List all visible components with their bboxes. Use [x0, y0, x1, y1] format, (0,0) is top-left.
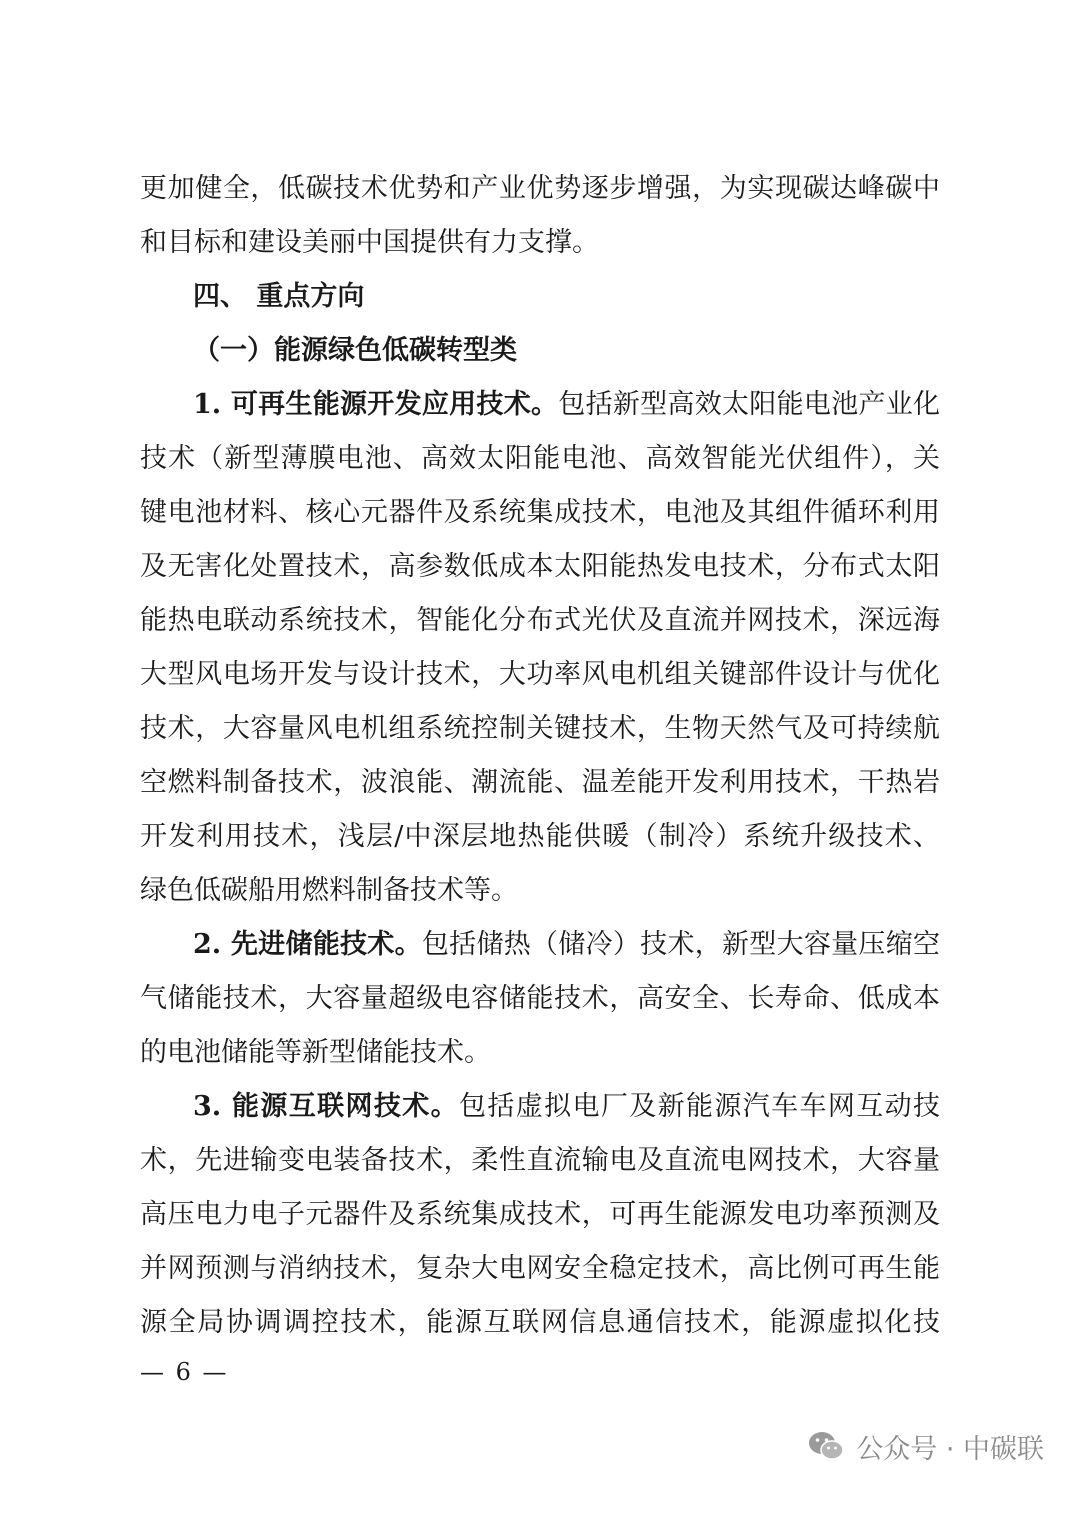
intro-line-1: 更加健全，低碳技术优势和产业优势逐步增强，为实现碳达峰碳中	[140, 173, 940, 204]
item2-line: 的电池储能等新型储能技术。	[140, 1037, 491, 1068]
item1-line: 开发利用技术，浅层/中深层地热能供暖（制冷）系统升级技术、	[140, 821, 940, 852]
intro-line-2: 和目标和建设美丽中国提供有力支撑。	[140, 227, 599, 258]
item3-line: 高压电力电子元器件及系统集成技术，可再生能源发电功率预测及	[140, 1199, 940, 1230]
item1-line: 空燃料制备技术，波浪能、潮流能、温差能开发利用技术，干热岩	[140, 767, 940, 798]
item1-line: 大型风电场开发与设计技术，大功率风电机组关键部件设计与优化	[140, 659, 940, 690]
item2-first-line	[193, 918, 940, 972]
item3-line: 术，先进输变电装备技术，柔性直流输电及直流电网技术，大容量	[140, 1145, 940, 1176]
section-heading: 四、 重点方向	[193, 281, 365, 312]
subsection-heading: （一）能源绿色低碳转型类	[193, 335, 517, 366]
item2-first-line-text: 包括储热（储冷）技术，新型大容量压缩空	[421, 929, 940, 960]
item1-line: 技术，大容量风电机组系统控制关键技术，生物天然气及可持续航	[140, 713, 940, 744]
item1-first-line-text: 包括新型高效太阳能电池产业化	[558, 389, 940, 420]
item1-title: 1. 可再生能源开发应用技术。	[193, 389, 559, 420]
wechat-icon	[806, 1426, 846, 1466]
item3-first-line	[193, 1080, 940, 1134]
item1-line: 及无害化处置技术，高参数低成本太阳能热发电技术，分布式太阳	[140, 551, 940, 582]
item3-line: 源全局协调调控技术，能源互联网信息通信技术，能源虚拟化技	[140, 1307, 940, 1338]
item3-first-line-text: 包括虚拟电厂及新能源汽车车网互动技	[458, 1091, 940, 1122]
item2-title: 2. 先进储能技术。	[193, 929, 422, 960]
item3-line: 并网预测与消纳技术，复杂大电网安全稳定技术，高比例可再生能	[140, 1253, 940, 1284]
item1-line: 技术（新型薄膜电池、高效太阳能电池、高效智能光伏组件），关	[140, 443, 940, 474]
item1-line: 能热电联动系统技术，智能化分布式光伏及直流并网技术，深远海	[140, 605, 940, 636]
item1-line: 键电池材料、核心元器件及系统集成技术，电池及其组件循环利用	[140, 497, 940, 528]
watermark	[806, 1424, 1044, 1468]
item1-line: 绿色低碳船用燃料制备技术等。	[140, 875, 518, 906]
page-number: — 6 —	[140, 1358, 229, 1386]
watermark-text: 公众号 · 中碳联	[856, 1433, 1044, 1465]
item1-first-line	[193, 378, 940, 432]
item2-line: 气储能技术，大容量超级电容储能技术，高安全、长寿命、低成本	[140, 983, 940, 1014]
item3-title: 3. 能源互联网技术。	[193, 1091, 459, 1122]
